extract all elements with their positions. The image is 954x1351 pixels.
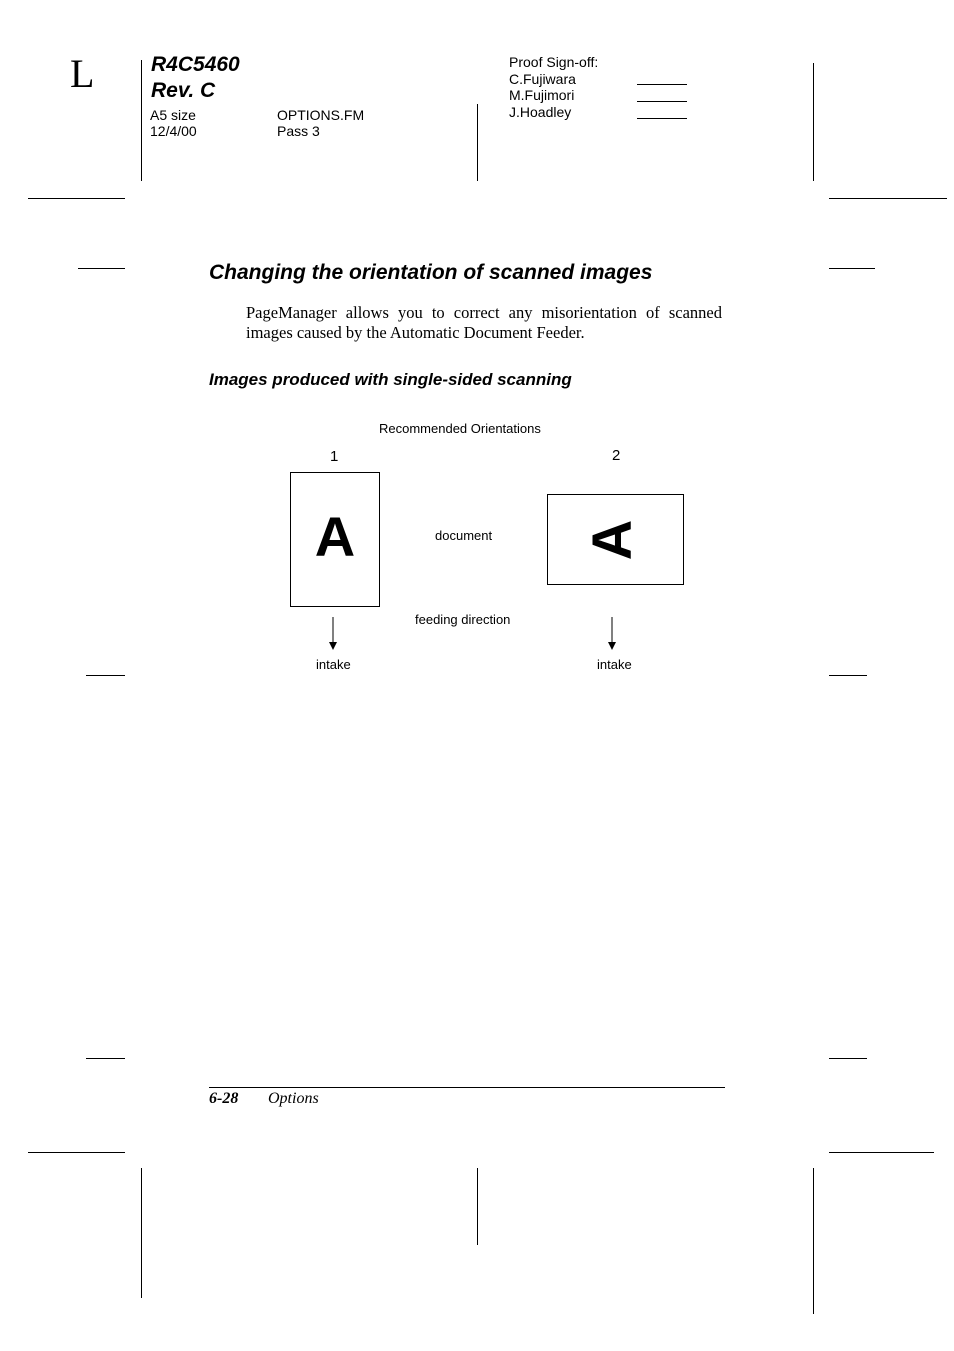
crop-mark-vertical <box>477 1168 478 1245</box>
down-arrow-icon <box>606 617 618 651</box>
crop-mark-horizontal <box>28 198 125 199</box>
crop-mark-horizontal <box>28 1152 125 1153</box>
feeding-direction-label: feeding direction <box>415 612 511 627</box>
crop-mark-vertical <box>813 63 814 181</box>
revision: Rev. C <box>151 79 216 102</box>
page-side-letter: L <box>70 51 95 96</box>
section-body: PageManager allows you to correct any misorientation of scanned images caused by the Automatic Document Feeder. <box>246 303 722 342</box>
model-number: R4C5460 <box>151 53 240 76</box>
orientation-number-2: 2 <box>612 447 621 464</box>
proof-signoff-title: Proof Sign-off: <box>509 54 599 70</box>
section-title: Changing the orientation of scanned images <box>209 261 653 284</box>
signer-name: J.Hoadley <box>509 104 572 120</box>
crop-mark-horizontal <box>829 1152 934 1153</box>
signer-name: M.Fujimori <box>509 87 575 103</box>
document-letter-rotated: A <box>580 519 643 561</box>
down-arrow-icon <box>327 617 339 651</box>
crop-mark-horizontal <box>78 268 125 269</box>
signature-line <box>637 101 687 102</box>
filename: OPTIONS.FM <box>277 107 365 123</box>
chapter-name: Options <box>268 1090 319 1107</box>
crop-mark-horizontal <box>829 198 947 199</box>
document-label: document <box>435 528 493 543</box>
crop-mark-vertical <box>141 1168 142 1298</box>
crop-mark-vertical <box>813 1168 814 1314</box>
landscape-document <box>547 494 684 585</box>
crop-mark-horizontal <box>829 1058 867 1059</box>
figure-title: Recommended Orientations <box>379 421 541 436</box>
signer-name: C.Fujiwara <box>509 71 576 87</box>
intake-label-2: intake <box>597 657 632 672</box>
footer-rule <box>209 1087 725 1088</box>
crop-mark-vertical <box>141 60 142 181</box>
crop-mark-horizontal <box>86 675 125 676</box>
pass-number: Pass 3 <box>277 123 320 139</box>
portrait-document <box>290 472 380 607</box>
paper-size: A5 size <box>150 107 196 123</box>
crop-mark-horizontal <box>86 1058 125 1059</box>
crop-mark-horizontal <box>829 675 867 676</box>
subsection-title: Images produced with single-sided scanning <box>209 370 572 389</box>
page-number: 6-28 <box>209 1090 239 1107</box>
date: 12/4/00 <box>150 123 197 139</box>
intake-label-1: intake <box>316 657 351 672</box>
crop-mark-vertical <box>477 104 478 181</box>
signature-line <box>637 118 687 119</box>
signature-line <box>637 84 687 85</box>
orientation-number-1: 1 <box>330 448 339 465</box>
document-letter-upright: A <box>314 505 356 568</box>
crop-mark-horizontal <box>829 268 875 269</box>
